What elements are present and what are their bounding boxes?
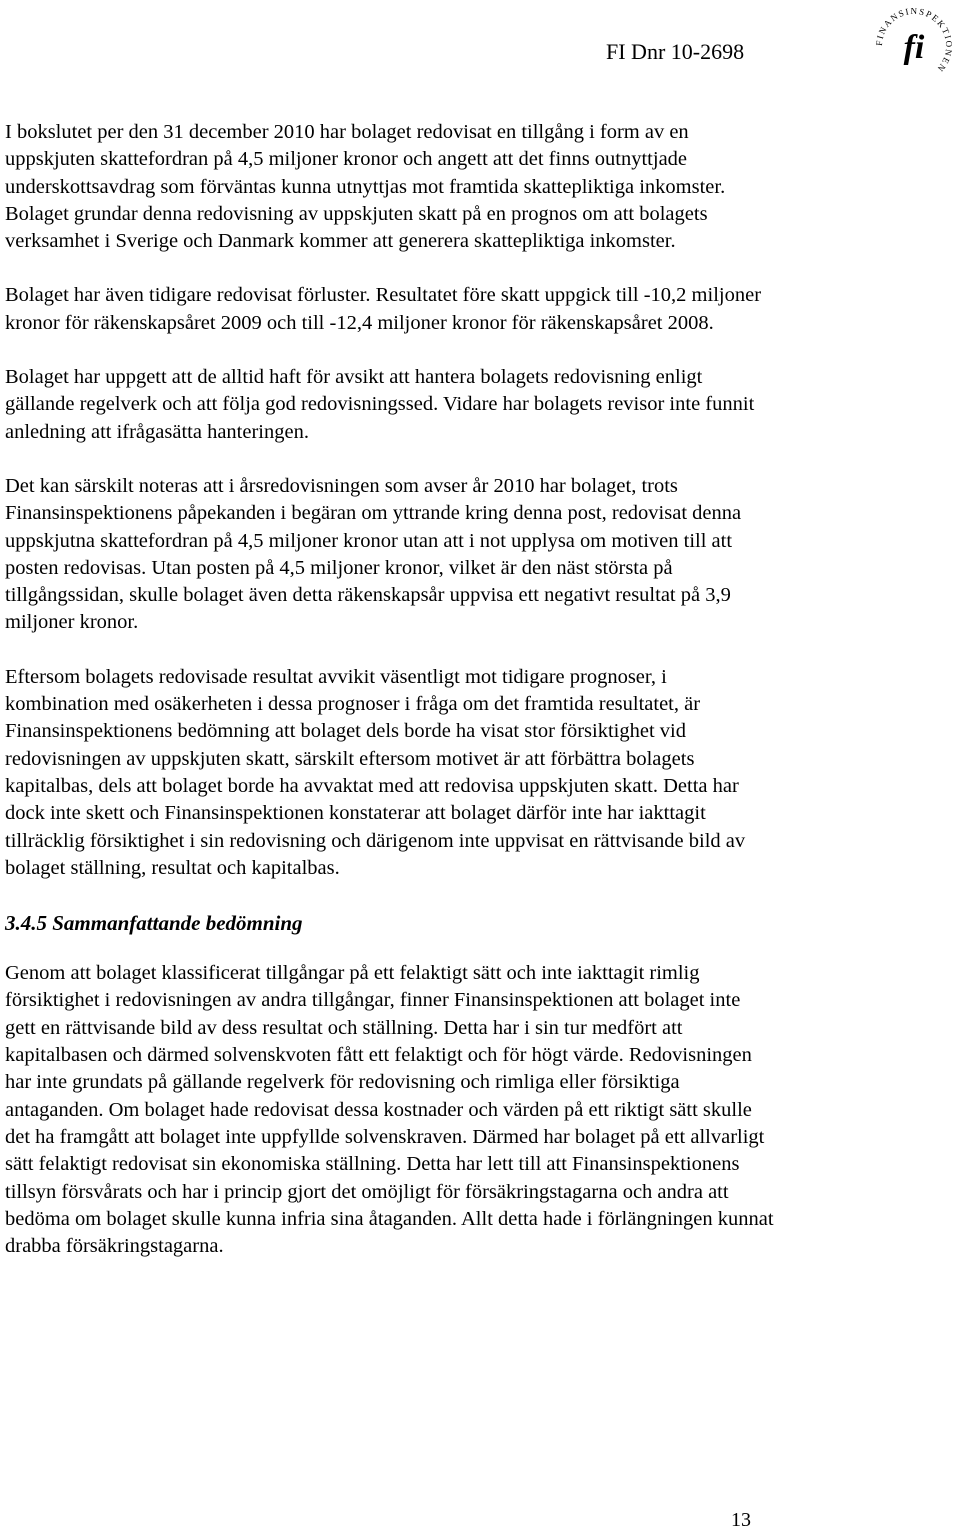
logo-monogram: fi	[903, 29, 925, 66]
paragraph-summary-assessment: Genom att bolaget klassificerat tillgångar på ett felaktigt sätt och inte iakttagit rimlig försiktighet i redovisningen av andra tillgångar, finner Finansinspektionen att bolaget inte gett en rättvisande bild av dess resultat och ställning. Detta har i sin tur medfört att kapitalbasen och därmed solvenskvoten fått ett felaktigt och för högt värde. Redovisningen har inte grundats på gällande regelverk för redovisning och rimliga eller försiktiga antaganden. Om bolaget hade redovisat dessa kostnader och värden på ett riktigt sätt skulle det ha framgått att bolaget inte uppfyllde solvenskraven. Därmed har bolaget på ett allvarligt sätt felaktigt redovisat sin ekonomiska ställning. Detta har lett till att Finansinspektionens tillsyn försvårats och har i princip gjort det omöjligt för försäkringstagarna och andra att bedöma om bolaget skulle kunna infria sina åtaganden. Allt detta hade i förlängningen kunnat drabba försäkringstagarna.	[5, 962, 774, 1258]
paragraph-annual-report-note: Det kan särskilt noteras att i årsredovisningen som avser år 2010 har bolaget, trots Finansinspektionens påpekanden i begäran om yttrande kring denna post, redovisat denna uppskjutna skattefordran på 4,5 miljoner kronor utan att i not upplysa om motiven till att posten redovisas. Utan posten på 4,5 miljoner kronor, vilket är den näst största på tillgångssidan, skulle bolaget även detta räkenskapsår uppvisa ett negativt resultat på 3,9 miljoner kronor.	[5, 474, 742, 634]
paragraph-company-statement: Bolaget har uppgett att de alltid haft för avsikt att hantera bolagets redovisning enligt gällande regelverk och att följa god redovisningssed. Vidare har bolagets revisor inte funnit anledning att ifrågasätta hanteringen.	[5, 366, 755, 443]
document-reference: FI Dnr 10-2698	[606, 39, 745, 64]
finansinspektionen-logo	[868, 0, 960, 92]
section-heading: 3.4.5 Sammanfattande bedömning	[5, 911, 303, 936]
paragraph-fi-assessment: Eftersom bolagets redovisade resultat avvikit väsentligt mot tidigare prognoser, i kombination med osäkerheten i dessa prognoser i fråga om det framtida resultatet, är Finansinspektionens bedömning att bolaget dels borde ha visat stor försiktighet vid redovisningen av uppskjuten skatt, särskilt eftersom motivet är att förbättra bolagets kapitalbas, dels att bolaget borde ha avvaktat med att redovisa uppskjuten skatt. Detta har dock inte skett och Finansinspektionen konstaterar att bolaget därför inte har iakttagit tillräcklig försiktighet i sin redovisning och därigenom inte uppvisat en rättvisande bild av bolaget ställning, resultat och kapitalbas.	[5, 665, 746, 879]
paragraph-previous-losses: Bolaget har även tidigare redovisat förluster. Resultatet före skatt uppgick till -10,2 miljoner kronor för räkenskapsåret 2009 och till -12,4 miljoner kronor för räkenskapsåret 2008.	[5, 284, 762, 334]
paragraph-deferred-tax: I bokslutet per den 31 december 2010 har bolaget redovisat en tillgång i form av en uppskjuten skattefordran på 4,5 miljoner kronor och angett att det finns outnyttjade underskottsavdrag som förväntas kunna utnyttjas mot framtida skattepliktiga inkomster. Bolaget grundar denna redovisning av uppskjuten skatt på en prognos om att bolagets verksamhet i Sverige och Danmark kommer att generera skattepliktiga inkomster.	[5, 121, 726, 253]
page-number: 13	[731, 1509, 751, 1531]
document-body	[5, 119, 775, 1260]
logo-ring-text: FINANSINSPEKTIONEN	[873, 5, 955, 75]
